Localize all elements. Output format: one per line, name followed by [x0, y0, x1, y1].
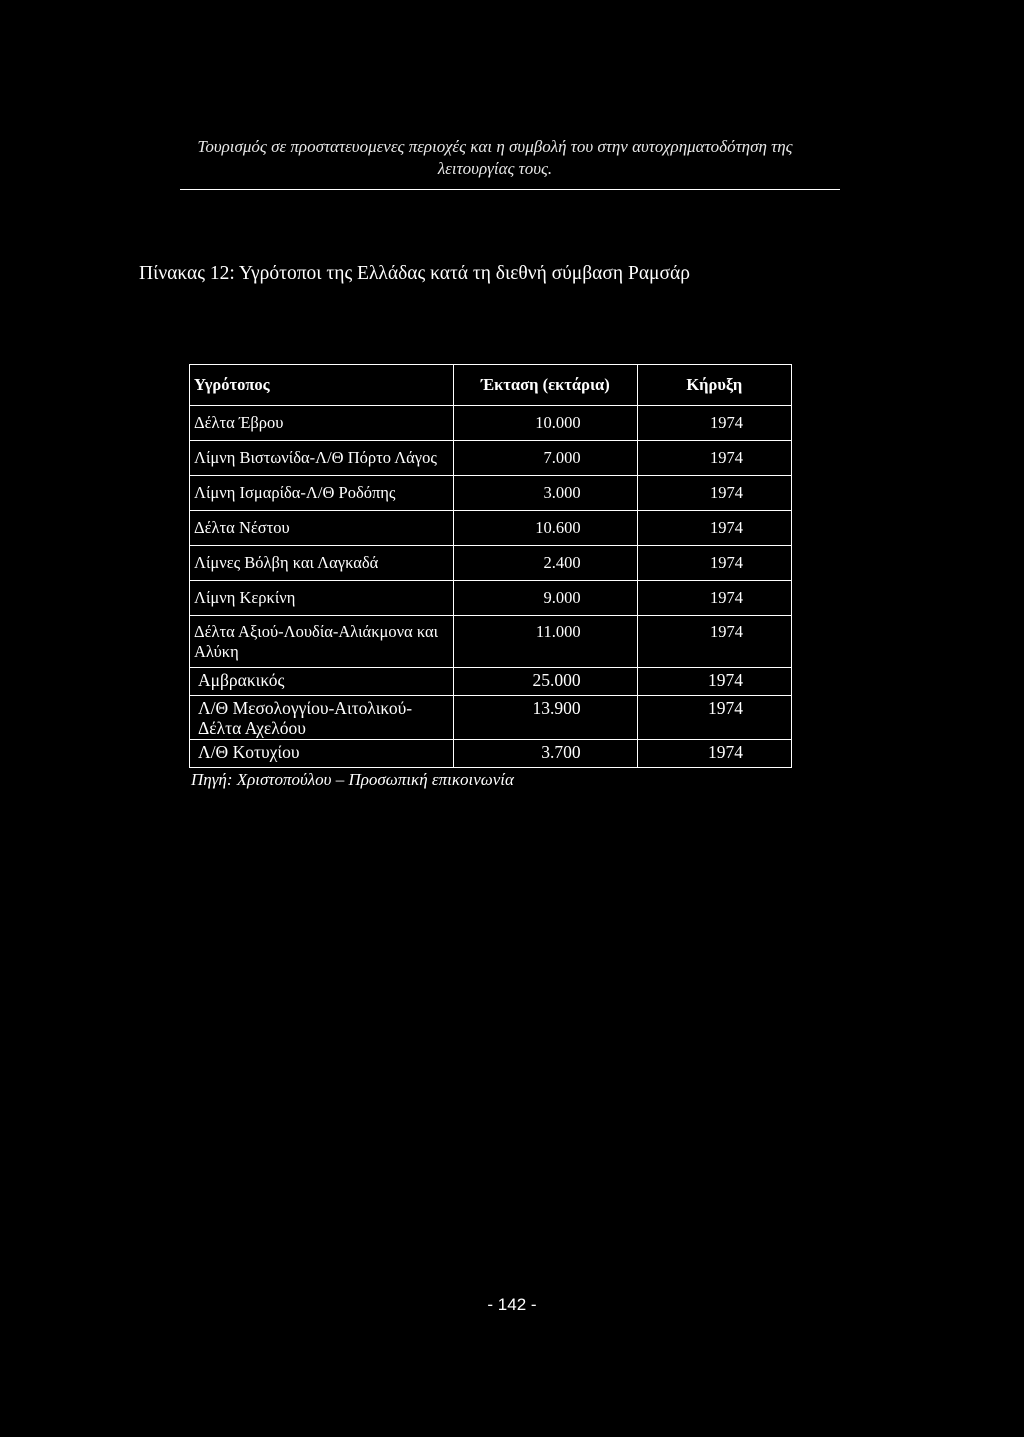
wetland-area: 9.000: [454, 581, 637, 616]
table-row: [190, 476, 792, 511]
wetland-name: Λίμνη Βιστωνίδα-Λ/Θ Πόρτο Λάγος: [190, 441, 454, 476]
table-row: [190, 581, 792, 616]
wetland-area: 13.900: [454, 696, 637, 740]
table-row: [190, 441, 792, 476]
wetland-name: Λ/Θ Μεσολογγίου-Αιτολικού-Δέλτα Αχελόου: [190, 696, 454, 740]
table-row: [190, 406, 792, 441]
wetland-year: 1974: [637, 476, 791, 511]
header-divider: [180, 189, 840, 190]
wetland-area: 11.000: [454, 616, 637, 668]
wetland-name: Λίμνες Βόλβη και Λαγκαδά: [190, 546, 454, 581]
table-row: [190, 740, 792, 768]
running-header-line-2: λειτουργίας τους.: [437, 159, 553, 178]
table-row: [190, 668, 792, 696]
wetland-year: 1974: [637, 740, 791, 768]
wetland-area: 3.000: [454, 476, 637, 511]
wetland-name: Λίμνη Ισμαρίδα-Λ/Θ Ροδόπης: [190, 476, 454, 511]
wetland-year: 1974: [637, 668, 791, 696]
wetland-area: 7.000: [454, 441, 637, 476]
running-header: [150, 136, 840, 180]
wetland-year: 1974: [637, 581, 791, 616]
wetland-year: 1974: [637, 406, 791, 441]
table-row: [190, 511, 792, 546]
wetland-year: 1974: [637, 616, 791, 668]
table-row: [190, 696, 792, 740]
table-caption: Πίνακας 12: Υγρότοποι της Ελλάδας κατά τη διεθνή σύμβαση Ραμσάρ: [139, 263, 690, 284]
wetland-area: 2.400: [454, 546, 637, 581]
running-header-line-1: Τουρισμός σε προστατευομενες περιοχές και η συμβολή του στην αυτοχρηματοδότηση της: [197, 137, 793, 156]
wetland-area: 25.000: [454, 668, 637, 696]
wetland-year: 1974: [637, 511, 791, 546]
wetland-year: 1974: [637, 546, 791, 581]
table-row: [190, 616, 792, 668]
table-row: [190, 546, 792, 581]
column-header-declaration: Κήρυξη: [637, 365, 791, 406]
wetland-name: Λίμνη Κερκίνη: [190, 581, 454, 616]
wetland-area: 10.000: [454, 406, 637, 441]
page-number: - 142 -: [487, 1295, 537, 1314]
wetland-area: 10.600: [454, 511, 637, 546]
wetland-name: Δέλτα Αξιού-Λουδία-Αλιάκμονα και Αλύκη: [190, 616, 454, 668]
ramsar-wetlands-table: [189, 364, 792, 768]
column-header-area: Έκταση (εκτάρια): [454, 365, 637, 406]
table-source-note: Πηγή: Χριστοπούλου – Προσωπική επικοινωνία: [191, 770, 514, 789]
wetland-name: Λ/Θ Κοτυχίου: [190, 740, 454, 768]
table-header-row: [190, 365, 792, 406]
wetland-year: 1974: [637, 441, 791, 476]
wetland-name: Αμβρακικός: [190, 668, 454, 696]
column-header-wetland: Υγρότοπος: [190, 365, 454, 406]
wetland-name: Δέλτα Νέστου: [190, 511, 454, 546]
wetland-year: 1974: [637, 696, 791, 740]
wetland-area: 3.700: [454, 740, 637, 768]
wetland-name: Δέλτα Έβρου: [190, 406, 454, 441]
